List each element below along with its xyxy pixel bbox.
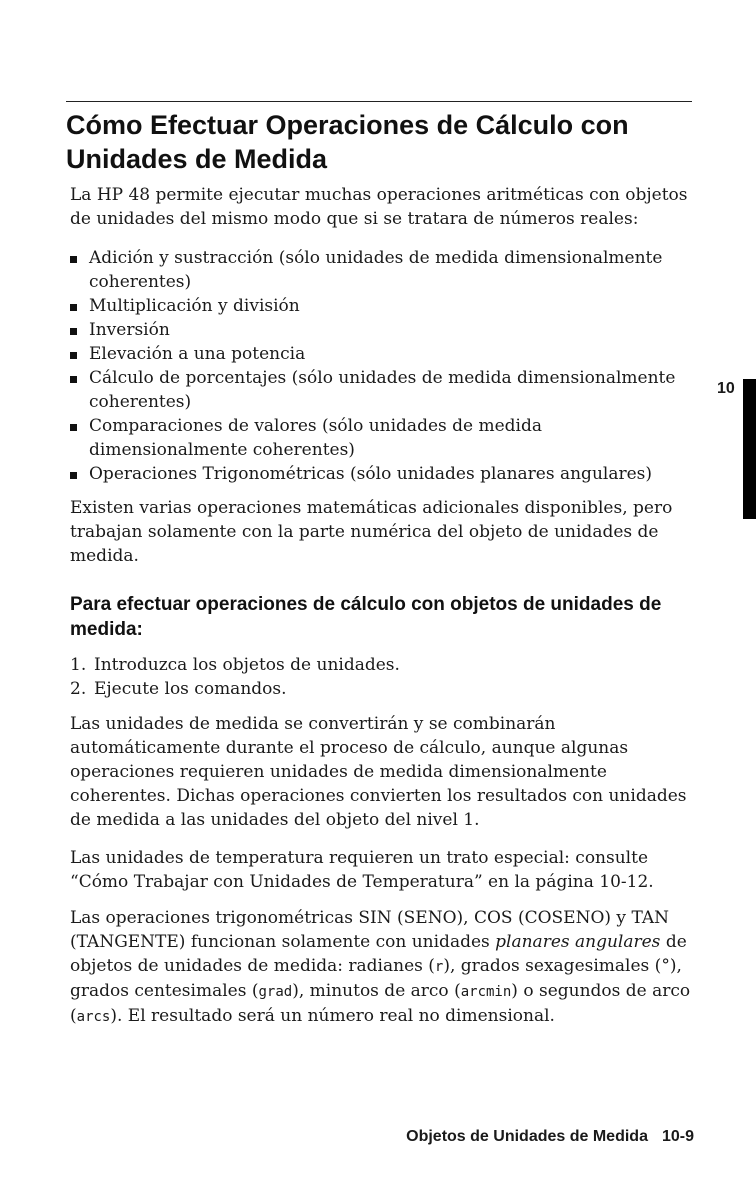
conversion-paragraph: Las unidades de medida se convertirán y se combinarán automáticamente durante el proceso de cálculo, aunque algunas operaciones requieren unidades de medida dimensionalmente coherentes. Dichas operaciones convierten los resultados con unidades de medida a las unidades del objeto del nivel 1. (70, 714, 687, 830)
step-item: 2. Ejecute los comandos. (70, 679, 287, 699)
unit-degree: ° (661, 956, 670, 976)
list-item: Cálculo de porcentajes (sólo unidades de medida dimensionalmente coherentes) (70, 366, 680, 414)
list-item: Operaciones Trigonométricas (sólo unidades planares angulares) (70, 462, 680, 486)
bullet-square-icon (70, 328, 77, 335)
operations-list (70, 246, 680, 486)
bullet-square-icon (70, 352, 77, 359)
list-item: Comparaciones de valores (sólo unidades de medida dimensionalmente coherentes) (70, 414, 680, 462)
chapter-tab-marker (743, 379, 756, 519)
temperature-paragraph: Las unidades de temperatura requieren un trato especial: consulte “Cómo Trabajar con Unidades de Temperatura” en la página 10-12. (70, 848, 654, 892)
chapter-tab-number: 10 (717, 380, 735, 397)
unit-arcmin: arcmin (460, 984, 512, 1000)
list-item: Inversión (70, 318, 680, 342)
planar-angular-emphasis: planares angulares (495, 932, 661, 952)
steps-list (70, 653, 670, 701)
page-number: 10-9 (661, 1128, 694, 1145)
step-item: 1. Introduzca los objetos de unidades. (70, 655, 400, 675)
list-item: Adición y sustracción (sólo unidades de medida dimensionalmente coherentes) (70, 246, 680, 294)
footer-section: Objetos de Unidades de Medida (406, 1128, 648, 1145)
bullet-square-icon (70, 304, 77, 311)
bullet-square-icon (70, 472, 77, 479)
unit-radian: r (434, 959, 444, 975)
unit-arcs: arcs (76, 1009, 111, 1025)
trig-paragraph: Las operaciones trigonométricas SIN (SENO), COS (COSENO) y TAN (TANGENTE) funcionan solamente con unidades planares angulares de objetos de unidades de medida: radianes (r), grados sexagesimales (°), grados centesimales (grad), minutos de arco (arcmin) o segundos de arco (arcs). El resultado será un número real no dimensional. (70, 908, 691, 1026)
unit-grad: grad (258, 984, 293, 1000)
extra-operations-paragraph: Existen varias operaciones matemáticas adicionales disponibles, pero trabajan solamente con la parte numérica del objeto de unidades de medida. (70, 498, 673, 566)
page-footer (406, 1128, 694, 1146)
bullet-square-icon (70, 424, 77, 431)
procedure-heading: Para efectuar operaciones de cálculo con objetos de unidades de medida: (70, 594, 662, 640)
list-item: Elevación a una potencia (70, 342, 680, 366)
list-item: Multiplicación y división (70, 294, 680, 318)
header-rule (66, 101, 692, 102)
page-title: Cómo Efectuar Operaciones de Cálculo con Unidades de Medida (66, 110, 629, 174)
bullet-square-icon (70, 376, 77, 383)
bullet-square-icon (70, 256, 77, 263)
intro-paragraph: La HP 48 permite ejecutar muchas operaciones aritméticas con objetos de unidades del mismo modo que si se tratara de números reales: (70, 185, 688, 229)
